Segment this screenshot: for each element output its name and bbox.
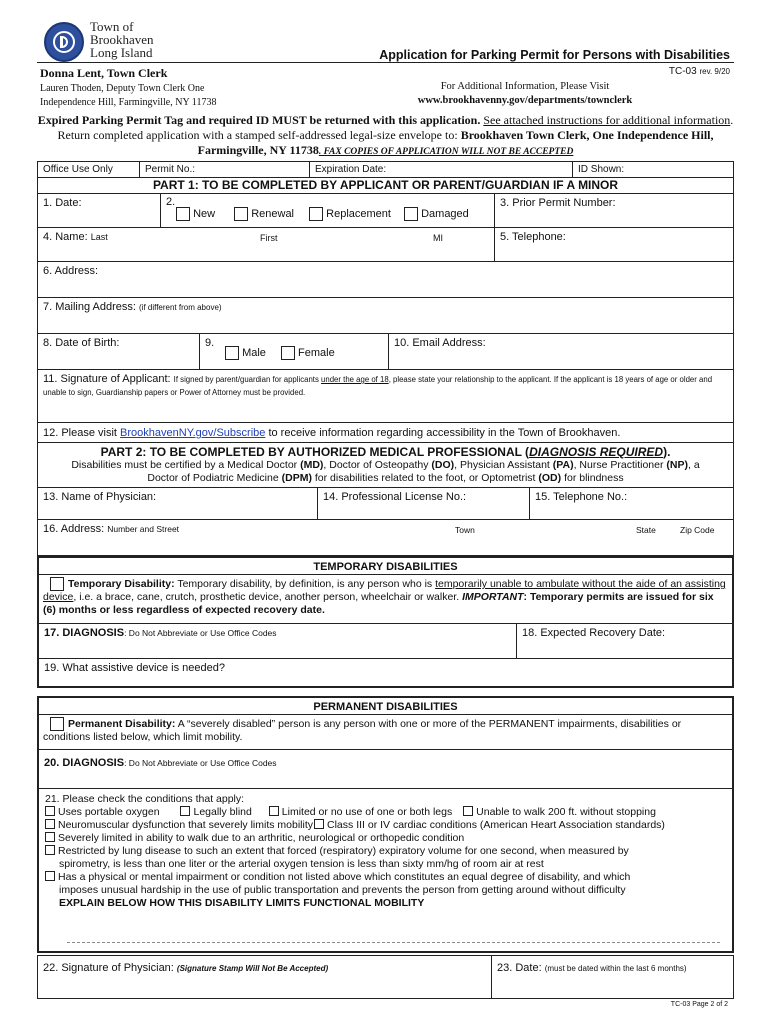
oxygen-checkbox[interactable]	[45, 806, 55, 816]
info-line: For Additional Information, Please Visit	[440, 81, 610, 92]
date-field[interactable]: 1. Date:	[38, 194, 161, 227]
permanent-checkbox[interactable]	[50, 717, 64, 731]
name-last: Last	[90, 232, 108, 242]
row-name	[37, 228, 734, 262]
part1-title: PART 1: TO BE COMPLETED BY APPLICANT OR PARENT/GUARDIAN IF A MINOR	[37, 178, 734, 194]
recovery-date-field[interactable]: 18. Expected Recovery Date:	[522, 627, 666, 639]
part2-heading: PART 2: TO BE COMPLETED BY AUTHORIZED MEDICAL PROFESSIONAL (DIAGNOSIS REQUIRED). Disabilities must be certified by a Medical Doctor (MD), Doctor of Osteopathy (DO), Physician Assistant (PA), Nurse Practitioner (NP), a Doctor of Podiatric Medicine (DPM) for disabilities related to the foot, or Optometrist (OD) for blindness	[37, 443, 734, 488]
temporary-header: TEMPORARY DISABILITIES	[313, 561, 458, 573]
subscribe-row: 12. Please visit BrookhavenNY.gov/Subscribe to receive information regarding accessibility in the Town of Brookhaven.	[37, 423, 734, 443]
signature-row	[37, 955, 734, 999]
row-dob	[37, 334, 734, 370]
mailing-address-field[interactable]: 7. Mailing Address: (if different from above)	[37, 298, 734, 334]
female-label: Female	[298, 346, 335, 359]
subscribe-link[interactable]: BrookhavenNY.gov/Subscribe	[120, 427, 266, 439]
replacement-label: Replacement	[326, 207, 391, 220]
page-footer: TC-03 Page 2 of 2	[670, 1001, 728, 1008]
q2-label: 2.	[166, 196, 176, 208]
deputy-clerk: Lauren Thoden, Deputy Town Clerk One	[40, 83, 205, 94]
form-no: TC-03	[668, 66, 697, 77]
legs-checkbox[interactable]	[269, 806, 279, 816]
other-impairment-checkbox[interactable]	[45, 871, 55, 881]
name-mi: MI	[433, 233, 443, 243]
application-type	[161, 194, 495, 227]
neuromuscular-checkbox[interactable]	[45, 819, 55, 829]
permanent-header: PERMANENT DISABILITIES	[313, 701, 458, 713]
damaged-label: Damaged	[421, 207, 469, 220]
row-physician	[37, 488, 734, 520]
renewal-checkbox[interactable]	[234, 207, 248, 221]
sex-field	[200, 334, 389, 369]
office-use-label: Office Use Only	[38, 162, 140, 177]
name-field[interactable]: 4. Name: Last First MI	[38, 228, 495, 261]
renewal-label: Renewal	[251, 207, 295, 220]
new-checkbox[interactable]	[176, 207, 190, 221]
phone-field[interactable]: 15. Telephone No.:	[535, 491, 628, 503]
signature-date-field[interactable]: 23. Date: (must be dated within the last 6 months)	[497, 962, 687, 974]
male-label: Male	[242, 346, 266, 359]
row-date-type	[37, 194, 734, 228]
female-checkbox[interactable]	[281, 346, 295, 360]
q9-label: 9.	[205, 337, 215, 349]
instr-fax: . FAX COPIES OF APPLICATION WILL NOT BE ACCEPTED	[318, 147, 574, 157]
perm-diagnosis-field[interactable]: 20. DIAGNOSIS: Do Not Abbreviate or Use Office Codes	[44, 757, 277, 769]
permanent-definition: Permanent Disability: A “severely disabled” person is any person with one or more of the PERMANENT impairments, disabilities or conditions listed below, which limit mobility.	[43, 717, 682, 743]
id-shown-field[interactable]: ID Shown:	[578, 164, 625, 175]
damaged-checkbox[interactable]	[404, 207, 418, 221]
cardiac-checkbox[interactable]	[314, 819, 324, 829]
replacement-checkbox[interactable]	[309, 207, 323, 221]
instr-bold1: Expired Parking Permit Tag and required ID MUST be returned with this application.	[37, 113, 481, 127]
walk-checkbox[interactable]	[463, 806, 473, 816]
new-label: New	[193, 207, 216, 220]
assistive-device-field[interactable]: 19. What assistive device is needed?	[44, 662, 225, 674]
expiration-field[interactable]: Expiration Date:	[310, 162, 573, 177]
website[interactable]: www.brookhavenny.gov/departments/townclerk	[417, 95, 633, 106]
license-field[interactable]: 14. Professional License No.:	[318, 488, 530, 519]
physician-name-field[interactable]: 13. Name of Physician:	[38, 488, 318, 519]
lung-checkbox[interactable]	[45, 845, 55, 855]
temporary-checkbox[interactable]	[50, 577, 64, 591]
address-field[interactable]: 6. Address:	[37, 262, 734, 298]
permanent-section	[37, 696, 734, 953]
physician-signature-field[interactable]: 22. Signature of Physician: (Signature Stamp Will Not Be Accepted)	[38, 956, 492, 998]
clerk-address: Independence Hill, Farmingville, NY 11738	[40, 97, 217, 108]
prior-permit-field[interactable]: 3. Prior Permit Number:	[500, 197, 616, 209]
instr-see-link[interactable]: See attached instructions for additional information	[483, 113, 731, 127]
town-seal-logo	[44, 22, 84, 62]
conditions-title: 21. Please check the conditions that apply:	[45, 793, 245, 805]
dob-field[interactable]: 8. Date of Birth:	[38, 334, 200, 369]
form-rev: rev. 9/20	[699, 67, 730, 76]
instr-text2: . Return completed application with a stamped self-addressed legal-size envelope to:	[57, 113, 734, 142]
logo-text	[90, 20, 154, 59]
permit-no-field[interactable]: Permit No.:	[140, 162, 310, 177]
logo-town: Town of	[90, 19, 134, 34]
clerk-name: Donna Lent, Town Clerk	[40, 66, 168, 80]
name-first: First	[260, 233, 278, 243]
temp-diagnosis-field[interactable]: 17. DIAGNOSIS: Do Not Abbreviate or Use Office Codes	[39, 623, 517, 658]
conditions-list: 21. Please check the conditions that apply: Uses portable oxygen Legally blind Limited or no use of one or both legs Unable to walk 200 ft. without stopping Neuromuscular dysfunction that severely limits mobility Class III or IV cardiac conditions (American Heart Association standards) Severely limited in ability to walk due to an arthritic, neurological or orthopedic condition Restricted by lung disease to such an extent that forced (respiratory) expiratory volume for one second, when measured by spirometry, is less than one liter or the arterial oxygen tension is less than sixty mm/hg of room air at rest Has a physical or mental impairment or condition not listed above which constitutes an equal degree of disability, and which imposes unusual hardship in the use of public transportation and prevents the person from getting around without difficulty EXPLAIN BELOW HOW THIS DISABILITY LIMITS FUNCTIONAL MOBILITY	[45, 793, 728, 910]
telephone-field[interactable]: 5. Telephone:	[500, 231, 566, 243]
logo-sub: Long Island	[90, 45, 153, 60]
explain-line[interactable]	[67, 942, 720, 943]
form-number	[600, 66, 730, 77]
instructions	[37, 113, 734, 160]
temporary-definition: Temporary Disability: Temporary disability, by definition, is any person who is temporarily unable to ambulate without the aide of an assisting device, i.e. a brace, cane, crutch, prosthetic device, another person, wheelchair or walker. IMPORTANT: Temporary permits are issued for six (6) months or less regardless of expected recovery date.	[43, 577, 726, 616]
physician-address-field[interactable]: 16. Address: Number and Street Town State Zip Code	[37, 520, 734, 556]
instr-bold2: Brookhaven Town Clerk, One Independence Hill, Farmingville, NY 11738	[197, 128, 714, 157]
temporary-section	[37, 556, 734, 688]
applicant-signature-field[interactable]: 11. Signature of Applicant: If signed by parent/guardian for applicants under the age of 18, please state your relationship to the applicant. If the applicant is 18 years of age or older and unable to sign, Guardianship papers or Power of Attorney must be provided.	[37, 370, 734, 423]
office-use-row	[37, 161, 734, 178]
blind-checkbox[interactable]	[180, 806, 190, 816]
arthritic-checkbox[interactable]	[45, 832, 55, 842]
male-checkbox[interactable]	[225, 346, 239, 360]
logo-name: Brookhaven	[90, 32, 154, 47]
email-field[interactable]: 10. Email Address:	[394, 337, 486, 349]
form-title: Application for Parking Permit for Persons with Disabilities	[379, 48, 730, 62]
